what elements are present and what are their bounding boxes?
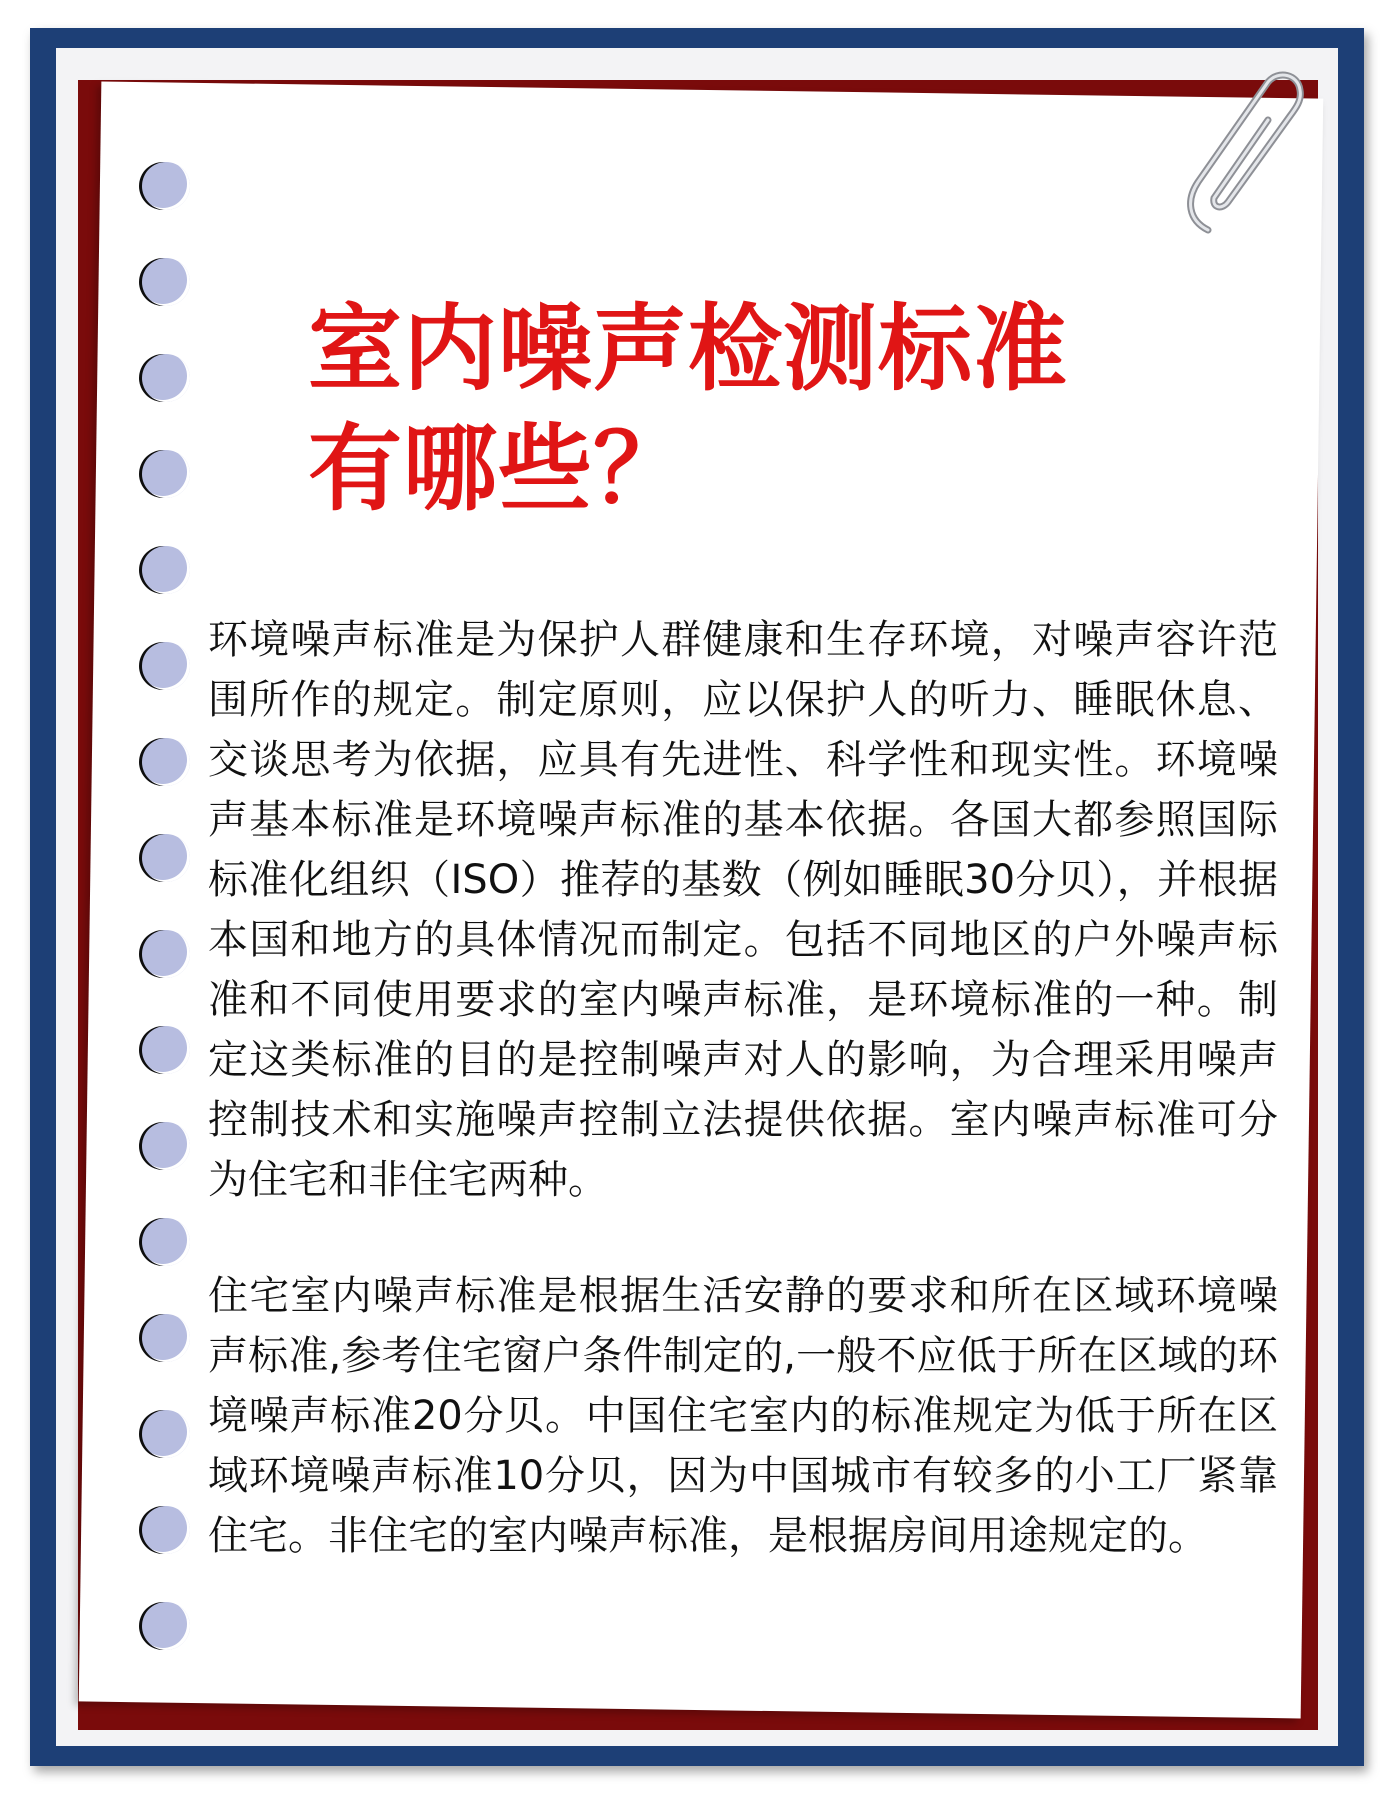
paragraph-environment-noise: 环境噪声标准是为保护人群健康和生存环境，对噪声容许范围所作的规定。制定原则，应以保护人的听力、睡眠休息、交谈思考为依据，应具有先进性、科学性和现实性。环境噪声基本标准是环境噪声标准的基本依据。各国大都参照国际标准化组织（ISO）推荐的基数（例如睡眠30分贝），并根据本国和地方的具体情况而制定。包括不同地区的户外噪声标准和不同使用要求的室内噪声标准，是环境标准的一种。制定这类标准的目的是控制噪声对人的影响，为合理采用噪声控制技术和实施噪声控制立法提供依据。室内噪声标准可分为住宅和非住宅两种。 (208, 617, 1278, 1203)
binder-hole (142, 162, 190, 210)
binder-hole (142, 642, 190, 690)
binder-hole (142, 1122, 190, 1170)
binder-hole (142, 1506, 190, 1554)
binder-hole (142, 354, 190, 402)
binder-hole (142, 930, 190, 978)
binder-hole (142, 258, 190, 306)
binder-hole (142, 546, 190, 594)
binder-hole (142, 1218, 190, 1266)
binder-hole (142, 450, 190, 498)
title-line-2: 有哪些？ (308, 415, 689, 524)
binder-hole (142, 1314, 190, 1362)
binder-hole (142, 738, 190, 786)
binder-hole (142, 1410, 190, 1458)
page-title (308, 290, 1068, 530)
paperclip-icon (1168, 70, 1318, 240)
title-line-1: 室内噪声检测标准 (308, 295, 1069, 404)
binder-hole (142, 1026, 190, 1074)
binder-hole (142, 1602, 190, 1650)
paragraph-residential-noise: 住宅室内噪声标准是根据生活安静的要求和所在区域环境噪声标准,参考住宅窗户条件制定的,一般不应低于所在区域的环境噪声标准20分贝。中国住宅室内的标准规定为低于所在区域环境噪声标准10分贝，因为中国城市有较多的小工厂紧靠住宅。非住宅的室内噪声标准，是根据房间用途规定的。 (208, 1273, 1278, 1559)
binder-hole (142, 834, 190, 882)
